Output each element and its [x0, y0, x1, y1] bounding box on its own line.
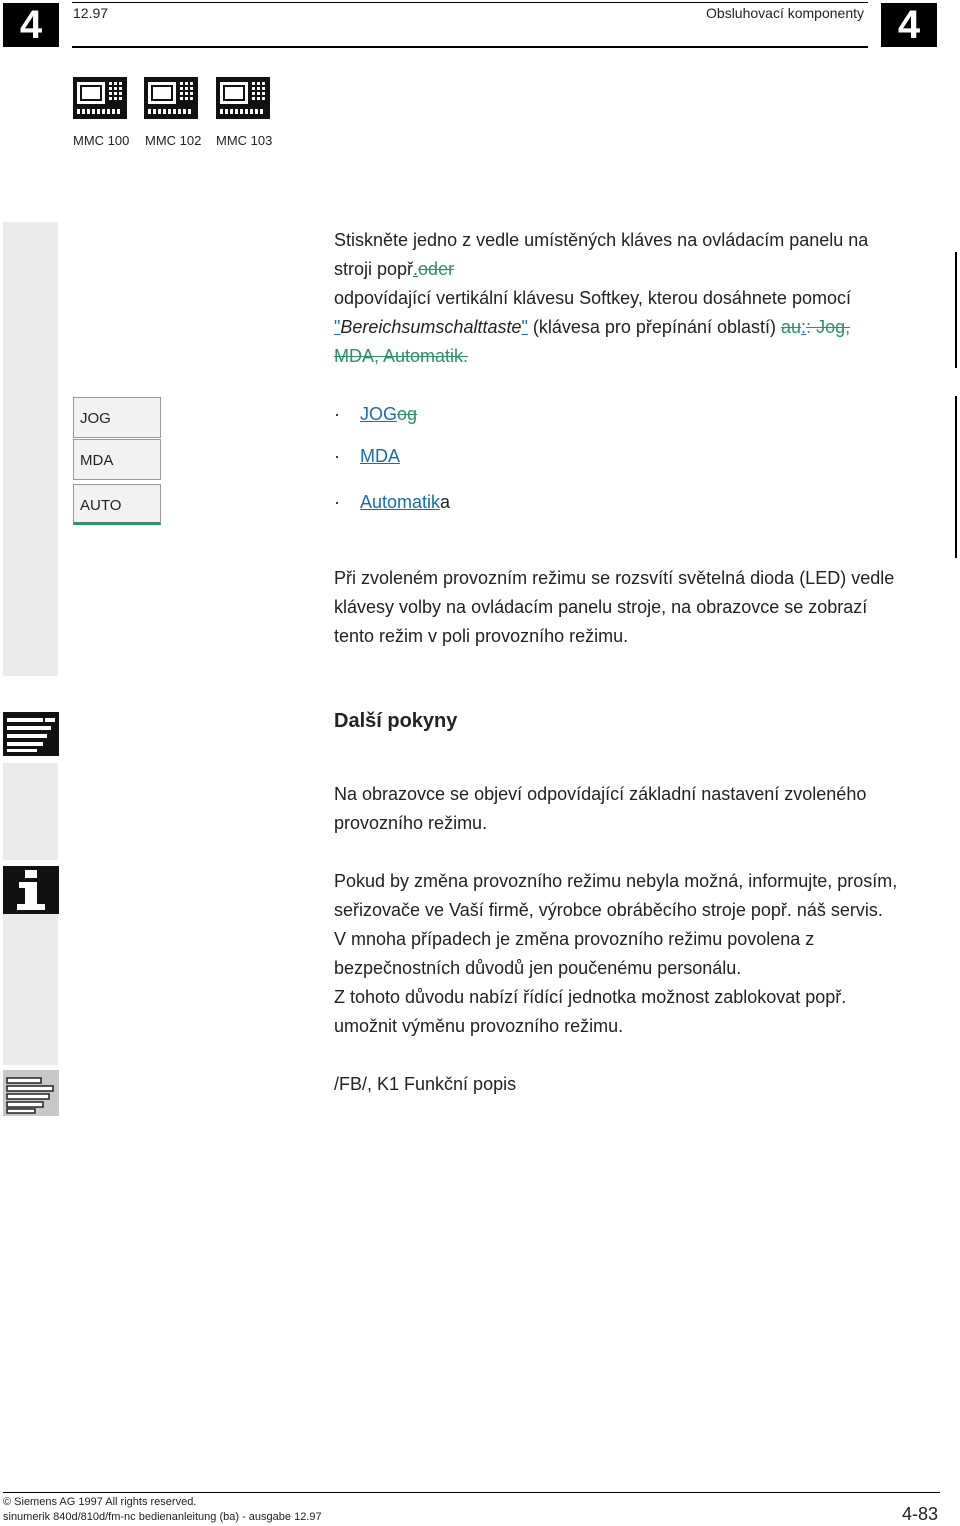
info-line: V mnoha případech je změna provozního režimu povolena z	[334, 929, 815, 949]
further-line: provozního režimu.	[334, 813, 488, 833]
margin-column	[3, 914, 58, 1065]
intro-line: "Bereichsumschalttaste" (klávesa pro přepínání oblastí) au:: Jog,	[334, 317, 851, 337]
footer-document: sinumerik 840d/810d/fm-nc bedienanleitung (ba) - ausgabe 12.97	[3, 1511, 322, 1523]
mmc-103-label: MMC 103	[216, 133, 273, 148]
info-paragraph	[334, 867, 897, 1041]
info-line: Z tohoto důvodu nabízí řídící jednotka možnost zablokovat popř.	[334, 987, 847, 1007]
intro-line: MDA, Automatik.	[334, 346, 469, 366]
mode-item-mda: · MDA	[334, 446, 400, 466]
further-line: Na obrazovce se objeví odpovídající základní nastavení zvoleného	[334, 784, 867, 804]
info-line: Pokud by změna provozního režimu nebyla možná, informujte, prosím,	[334, 871, 898, 891]
mmc-103-icon	[216, 77, 270, 119]
led-line: tento režim v poli provozního režimu.	[334, 626, 629, 646]
led-line: klávesy volby na ovládacím panelu stroje, na obrazovce se zobrazí	[334, 597, 868, 617]
mmc-102-label: MMC 102	[145, 133, 202, 148]
intro-paragraph	[334, 226, 868, 371]
margin-column	[3, 763, 58, 860]
reference-pointing-hand-icon	[3, 1070, 59, 1116]
mode-item-auto: · Automatika	[334, 492, 451, 512]
header-section-title: Obsluhovací komponenty	[706, 5, 864, 21]
change-bar	[955, 252, 957, 368]
info-line: bezpečnostních důvodů jen poučenému personálu.	[334, 958, 742, 978]
info-line: seřizovače ve Vaší firmě, výrobce obráběcího stroje popř. náš servis.	[334, 900, 883, 920]
page-number: 4-83	[901, 1504, 938, 1524]
further-notes-heading: Další pokyny	[334, 710, 458, 732]
led-paragraph	[334, 564, 894, 651]
intro-line: stroji popř.oder	[334, 259, 455, 279]
header-date: 12.97	[73, 5, 109, 21]
intro-line: Stiskněte jedno z vedle umístěných kláves na ovládacím panelu na	[334, 230, 869, 250]
mmc-100-label: MMC 100	[73, 133, 130, 148]
margin-column	[3, 222, 58, 676]
header-rule-bottom	[72, 46, 868, 48]
chapter-number-right: 4	[881, 3, 937, 47]
footer-copyright: © Siemens AG 1997 All rights reserved.	[3, 1496, 197, 1508]
mda-key[interactable]: MDA	[73, 439, 161, 480]
footer-rule	[3, 1492, 940, 1493]
change-bar	[955, 396, 957, 558]
mode-item-jog: · JOGog	[334, 404, 418, 424]
jog-key[interactable]: JOG	[73, 397, 161, 438]
pointing-hand-icon	[3, 708, 59, 756]
mmc-100-icon	[73, 77, 127, 119]
led-line: Při zvoleném provozním režimu se rozsvítí světelná dioda (LED) vedle	[334, 568, 895, 588]
auto-key[interactable]: AUTO	[73, 484, 161, 525]
intro-line: odpovídající vertikální klávesu Softkey, kterou dosáhnete pomocí	[334, 288, 851, 308]
chapter-number-left: 4	[3, 3, 59, 47]
info-line: umožnit výměnu provozního režimu.	[334, 1016, 624, 1036]
info-icon	[3, 866, 59, 914]
reference-text: /FB/, K1 Funkční popis	[334, 1074, 517, 1094]
header-rule-top	[72, 2, 868, 3]
mmc-102-icon	[144, 77, 198, 119]
further-notes-paragraph	[334, 780, 866, 838]
